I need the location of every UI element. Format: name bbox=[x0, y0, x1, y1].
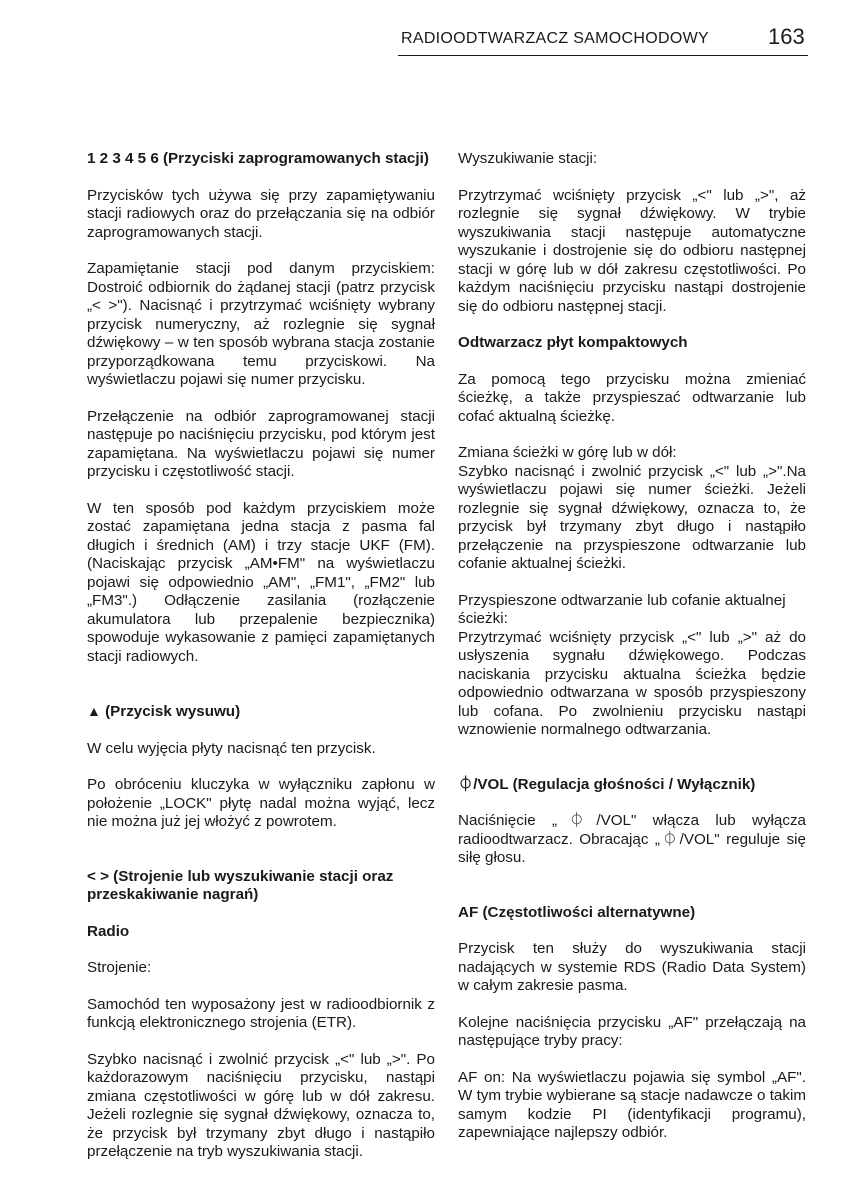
preset-paragraph-3: Przełączenie na odbiór zaprogramowanej stacji następuje po naciśnięciu przycisku, pod którym jest zapamiętana. Na wyświetlaczu pojawi się numer przycisku i częstotliwość stacji. bbox=[87, 407, 435, 480]
af-paragraph-1: Przycisk ten służy do wyszukiwania stacji nadających w systemie RDS (Radio Data System) w całym zakresie pasma. bbox=[458, 940, 806, 994]
track-change-label: Zmiana ścieżki w górę lub w dół: bbox=[458, 444, 677, 461]
preset-paragraph-1: Przycisków tych używa się przy zapamiętywaniu stacji radiowych oraz do przełączania się na odbiór zaprogramowanych stacji. bbox=[87, 186, 435, 241]
cd-player-heading: Odtwarzacz płyt kompaktowych bbox=[458, 334, 688, 351]
track-change-paragraph: Szybko nacisnąć i zwolnić przycisk „<" lub „>".Na wyświetlaczu pojawi się numer ścieżki. Jeżeli rozlegnie się sygnał dźwiękowy, oznacza to, że przycisk był trzymany zbyt długo i nastąpiło przełączenie na przyspieszone odtwarzanie lub cofanie aktualnej ścieżki. bbox=[458, 462, 806, 572]
tuning-paragraph-1: Samochód ten wyposażony jest w radioodbiornik z funkcją elektronicznego strojenia (ETR). bbox=[87, 995, 435, 1031]
preset-buttons-heading: 1 2 3 4 5 6 (Przyciski zaprogramowanych stacji) bbox=[87, 150, 429, 167]
eject-paragraph-1: W celu wyjęcia płyty nacisnąć ten przycisk. bbox=[87, 739, 376, 757]
tune-seek-heading: < > (Strojenie lub wyszukiwanie stacji oraz przeskakiwanie nagrań) bbox=[87, 867, 394, 903]
preset-paragraph-4: W ten sposób pod każdym przyciskiem może zostać zapamiętana jedna stacja z pasma fal długich i średnich (AM) i trzy stacje UKF (FM). (Naciskając przycisk „AM•FM" na wyświetlaczu pojawi się odpowiednio „AM", „FM1", „FM2" lub „FM3".) Odłączenie zasilania (rozłączenie akumulatora lub przepalenie bezpiecznika) spowoduje wykasowanie z pamięci zapamiętanych stacji radiowych. bbox=[87, 499, 435, 665]
fast-forward-paragraph: Przytrzymać wciśnięty przycisk „<" lub „>" aż do usłyszenia sygnału dźwiękowego. Podczas naciskania przycisku aktualna ścieżka będzie odpowiednio odtwarzana w sposób przyspieszony lub cofana. Po zwolnieniu przycisku nastąpi wznowienie normalnego odtwarzania. bbox=[458, 628, 806, 738]
eject-icon: ▲ bbox=[87, 703, 101, 719]
fast-forward-label: Przyspieszone odtwarzanie lub cofanie aktualnej ścieżki: bbox=[458, 591, 786, 627]
page-number: 163 bbox=[768, 24, 805, 49]
left-column bbox=[87, 150, 435, 1162]
running-header: RADIOODTWARZACZ SAMOCHODOWY bbox=[401, 30, 709, 47]
header-rule bbox=[398, 55, 808, 56]
eject-heading-line bbox=[87, 702, 435, 722]
volume-heading: ⏀/VOL (Regulacja głośności / Wyłącznik) bbox=[458, 775, 756, 793]
af-paragraph-3: AF on: Na wyświetlaczu pojawia się symbol „AF". W tym trybie wybierane są stacje nadawcze o takim samym kodzie PI (identyfikacji programu), zapewniające najlepszy odbiór. bbox=[458, 1068, 806, 1141]
preset-paragraph-2: Zapamiętanie stacji pod danym przyciskiem: Dostroić odbiornik do żądanej stacji (patrz przycisk „< >"). Nacisnąć i przytrzymać wciśnięty wybrany przycisk numeryczny, aż rozlegnie się sygnał dźwiękowy – w ten sposób wybrana stacja zostanie przyporządkowana temu przyciskowi. Na wyświetlaczu pojawi się numer przycisku. bbox=[87, 260, 435, 388]
eject-heading: (Przycisk wysuwu) bbox=[105, 703, 241, 720]
tuning-label: Strojenie: bbox=[87, 959, 152, 976]
search-paragraph: Przytrzymać wciśnięty przycisk „<" lub „>", aż rozlegnie się sygnał dźwiękowy. W trybie wyszukiwania stacji następuje automatyczne wyszukanie i dostrojenie się do odbioru następnej stacji w górę lub w dół zakresu częstotliwości. Po każdym naciśnięciu przycisku nastąpi dostrojenie się do odbioru następnej stacji. bbox=[458, 186, 806, 315]
eject-paragraph-2: Po obróceniu kluczyka w wyłączniku zapłonu w położenie „LOCK" płytę nadal można wyjąć, lecz nie można już jej włożyć z powrotem. bbox=[87, 776, 435, 830]
search-label: Wyszukiwanie stacji: bbox=[458, 150, 598, 167]
tuning-paragraph-2: Szybko nacisnąć i zwolnić przycisk „<" lub „>". Po każdorazowym naciśnięciu przycisku, nastąpi zmiana częstotliwości w górę lub w dół zakresu. Jeżeli rozlegnie się sygnał dźwiękowy, oznacza to, że przycisk był trzymany zbyt długo i nastąpiło przełączenie na tryb wyszukiwania stacji. bbox=[87, 1050, 435, 1160]
cd-paragraph-1: Za pomocą tego przycisku można zmieniać ścieżkę, a także przyspieszać odtwarzanie lub cofać aktualną ścieżkę. bbox=[458, 370, 806, 425]
volume-paragraph: Naciśnięcie „⏀/VOL" włącza lub wyłącza radioodtwarzacz. Obracając „⏀/VOL" reguluje się siłę głosu. bbox=[458, 812, 806, 866]
right-column bbox=[458, 150, 806, 1143]
radio-subheading: Radio bbox=[87, 922, 130, 940]
af-heading: AF (Częstotliwości alternatywne) bbox=[458, 903, 696, 921]
af-paragraph-2: Kolejne naciśnięcia przycisku „AF" przełączają na następujące tryby pracy: bbox=[458, 1013, 806, 1049]
